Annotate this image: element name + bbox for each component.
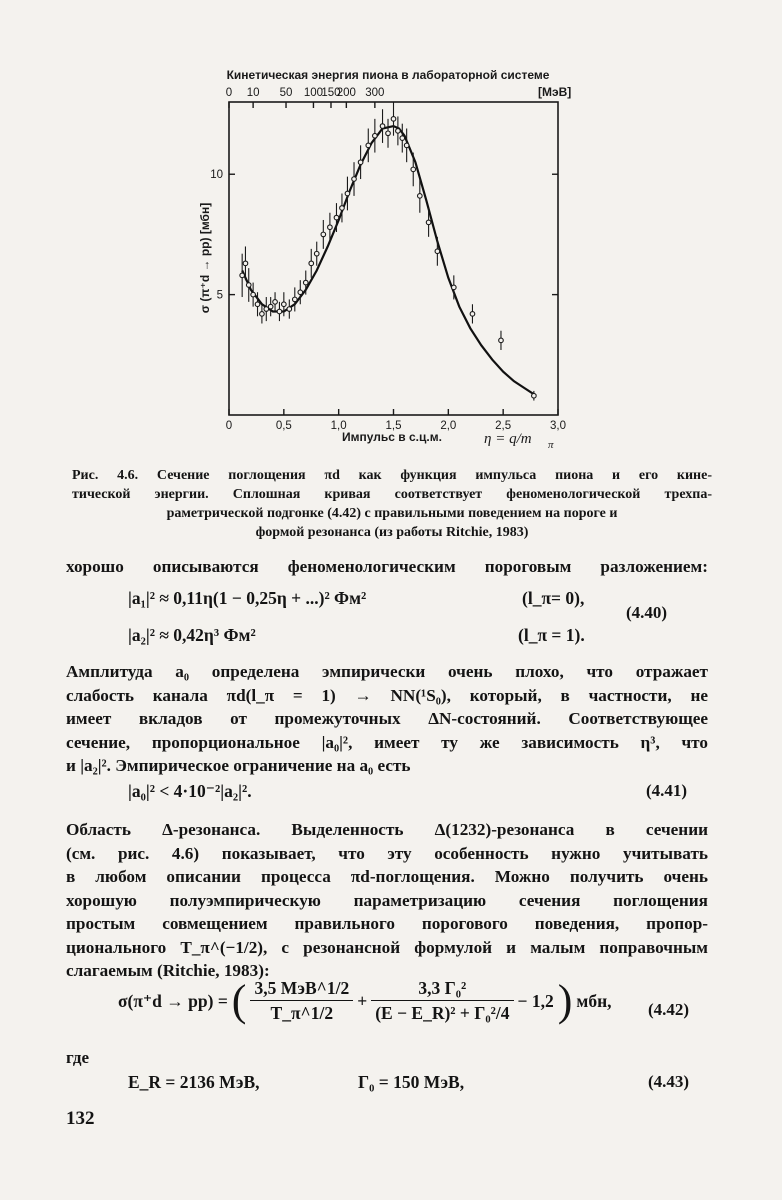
data-point [380, 124, 385, 129]
data-point [277, 309, 282, 314]
y-tick-label: 10 [210, 169, 223, 182]
data-point [268, 304, 273, 309]
plot-frame [229, 102, 558, 415]
text-line: сечение, пропорциональное |a₀|², имеет ту же зависимость η³, что [66, 732, 708, 752]
top-axis-ticks [226, 87, 385, 108]
data-point [532, 393, 537, 398]
top-tick-label: 50 [279, 87, 293, 99]
equation-4-41: |a₀|² < 4·10⁻²|a₂|². [128, 781, 252, 801]
top-axis-title: Кинетическая энергия пиона в лабораторной системе [226, 68, 550, 82]
y-axis-label: σ (π⁺d → pp) [мбн] [198, 202, 212, 314]
data-point [287, 307, 292, 312]
data-point [321, 232, 326, 237]
equation-4-40-b: |a₂|² ≈ 0,42η³ Фм² [128, 625, 256, 645]
x-axis-ticks [226, 409, 566, 432]
fit-curve [242, 126, 536, 396]
equation-4-42 [118, 978, 612, 1024]
top-axis-unit: [МэВ] [538, 85, 572, 99]
plus-sign: + [357, 990, 368, 1011]
where-word: где [66, 1048, 90, 1067]
text-line: и |a₂|². Эмпирическое ограничение на a₀ есть [66, 756, 411, 775]
data-point [411, 167, 416, 172]
data-point [264, 307, 269, 312]
data-points [240, 102, 536, 401]
x-tick-label: 1,0 [330, 420, 347, 432]
caption-line: формой резонанса (из работы Ritchie, 1983) [255, 525, 529, 540]
data-point [426, 220, 431, 225]
x-axis-label: Импульс в с.ц.м. [342, 430, 442, 444]
equation-4-43-a: E_R = 2136 МэВ, [128, 1072, 260, 1092]
y-tick-label: 5 [216, 289, 223, 302]
data-point [499, 338, 504, 343]
top-tick-label: 150 [321, 87, 341, 99]
data-point [418, 194, 423, 199]
text-line: имеет вкладов от промежуточных ΔN-состояний. Соответствующее [66, 709, 708, 728]
data-point [243, 261, 248, 266]
data-point [334, 215, 339, 220]
text-line: хорошую полуэмпирическую параметризацию сечения поглощения [66, 890, 708, 910]
text-line: в любом описании процесса πd-поглощения. Можно получить очень [66, 867, 708, 886]
data-point [391, 117, 396, 122]
data-point [293, 297, 298, 302]
equation-4-40-a: |a₁|² ≈ 0,11η(1 − 0,25η + ...)² Фм² [128, 588, 367, 608]
data-point [352, 177, 357, 182]
page-number: 132 [66, 1108, 95, 1129]
top-tick-label: 300 [365, 87, 385, 99]
y-axis-ticks [210, 169, 558, 301]
top-tick-label: 100 [303, 87, 324, 99]
fraction-2 [371, 978, 513, 1024]
top-tick-label: 0 [225, 87, 233, 99]
equation-unit: мбн, [576, 990, 612, 1011]
data-point [404, 143, 409, 148]
text-line: ционального T_π^(−1/2), с резонансной формулой и малым поправочным [66, 937, 708, 957]
data-point [452, 285, 457, 290]
fraction-1 [250, 978, 353, 1024]
text-line: хорошо описываются феноменологическим пороговым разложением: [66, 557, 708, 576]
equation-number-4-41: (4.41) [646, 781, 688, 800]
text-line: простым совмещением правильного порогового поведения, пропор- [66, 914, 708, 933]
equation-lhs: σ(π⁺d → pp) = [118, 990, 228, 1011]
text-line: Амплитуда a₀ определена эмпирически очень плохо, что отражает [66, 662, 708, 681]
data-point [435, 249, 440, 254]
fraction-2-numerator: 3,3 Γ₀² [371, 978, 513, 1001]
caption-line: раметрической подгонке (4.42) с правильными поведением на пороге и [166, 506, 618, 521]
equation-tail: − 1,2 [517, 990, 554, 1011]
data-point [314, 251, 319, 256]
cross-section-figure [0, 0, 782, 460]
data-point [340, 206, 345, 211]
caption-line: Рис. 4.6. Сечение поглощения πd как функция импульса пиона и его кине- [72, 468, 712, 483]
x-tick-label: 0 [225, 420, 233, 432]
figure-caption [72, 466, 712, 542]
fraction-2-denominator: (E − E_R)² + Γ₀²/4 [375, 1003, 510, 1023]
data-point [328, 225, 333, 230]
data-point [345, 191, 350, 196]
equation-4-40-b-condition: (l_π = 1). [518, 625, 585, 645]
text-line: Область Δ-резонанса. Выделенность Δ(1232)-резонанса в сечении [66, 820, 708, 839]
x-tick-label: 1,5 [385, 420, 402, 432]
fraction-1-denominator: T_π^1/2 [270, 1003, 334, 1023]
data-point [251, 292, 256, 297]
x-axis-label-eta: η = q/m [484, 431, 532, 447]
data-point [386, 131, 391, 136]
caption-line: тической энергии. Сплошная кривая соответствует феноменологической трехпа- [72, 487, 712, 502]
data-point [366, 143, 371, 148]
equation-4-43-b: Γ₀ = 150 МэВ, [358, 1072, 465, 1092]
data-point [282, 302, 287, 307]
text-line: (см. рис. 4.6) показывает, что эту особенность нужно учитывать [66, 843, 708, 863]
x-axis-label-eta-sub: π [548, 439, 554, 451]
left-paren: ( [231, 976, 247, 1025]
data-point [400, 136, 405, 141]
data-point [273, 300, 278, 305]
data-point [358, 160, 363, 165]
data-point [260, 312, 265, 317]
top-tick-label: 10 [246, 87, 260, 99]
data-point [240, 273, 245, 278]
equation-number-4-42: (4.42) [648, 1000, 690, 1019]
data-point [396, 129, 401, 134]
equation-number-4-43: (4.43) [648, 1072, 690, 1091]
fraction-1-numerator: 3,5 МэВ^1/2 [250, 978, 353, 1001]
data-point [373, 133, 378, 138]
x-tick-label: 3,0 [550, 420, 566, 432]
x-tick-label: 2,0 [440, 420, 457, 432]
text-line: слагаемым (Ritchie, 1983): [66, 961, 270, 980]
data-point [246, 283, 251, 288]
data-point [470, 312, 475, 317]
data-point [303, 280, 308, 285]
text-line: слабость канала πd(l_π = 1) → NN(¹S₀), который, в частности, не [66, 685, 708, 705]
data-point [298, 290, 303, 295]
right-paren: ) [557, 976, 573, 1025]
equation-number-4-40: (4.40) [626, 603, 668, 622]
paragraph-3 [66, 818, 708, 983]
x-tick-label: 2,5 [495, 420, 512, 432]
top-tick-label: 200 [336, 87, 356, 99]
data-point [309, 261, 314, 266]
paragraph-2 [66, 660, 708, 778]
data-point [255, 302, 260, 307]
paragraph-1 [66, 555, 708, 579]
equation-4-40-a-condition: (l_π= 0), [522, 588, 585, 608]
x-tick-label: 0,5 [275, 420, 292, 432]
